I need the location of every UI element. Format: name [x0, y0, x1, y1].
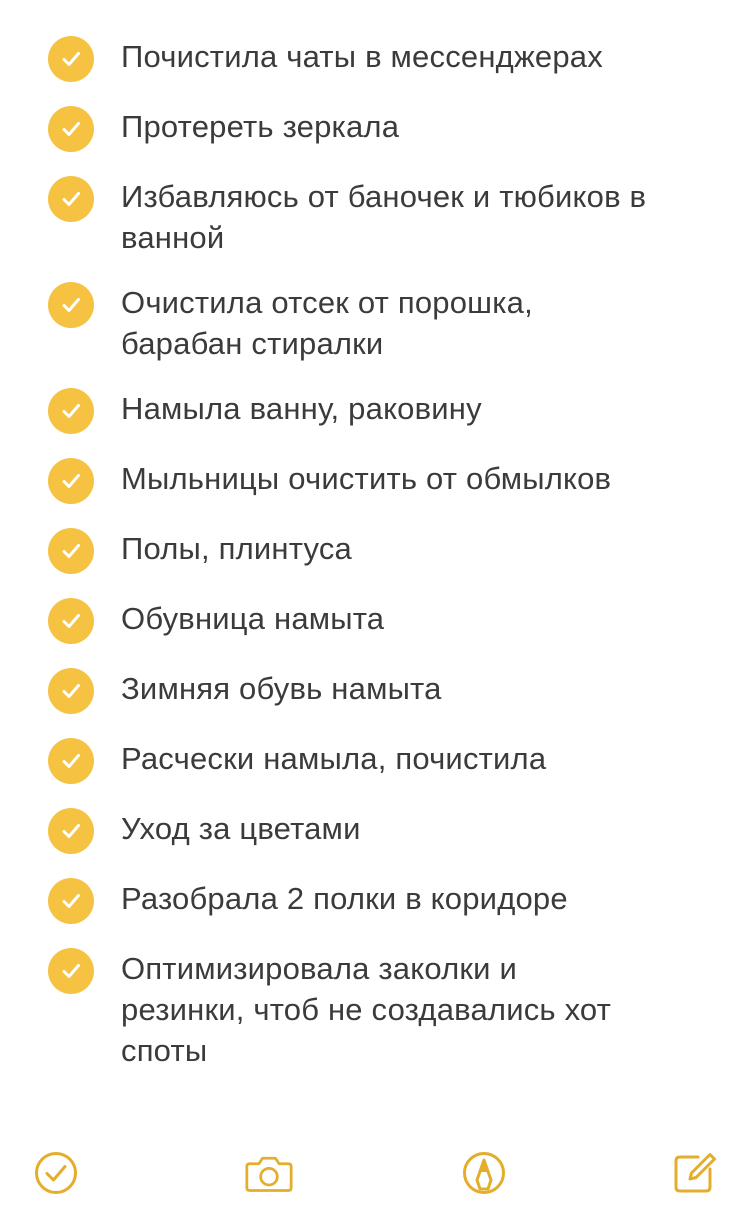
compose-icon[interactable]: [670, 1149, 718, 1197]
list-item: [0, 282, 750, 364]
checkmark-circle-icon[interactable]: [48, 106, 94, 152]
checkmark-circle-icon[interactable]: [48, 738, 94, 784]
checkmark-circle-icon[interactable]: [48, 388, 94, 434]
list-item: [0, 458, 750, 504]
list-item: [0, 176, 750, 258]
item-text[interactable]: Почистила чаты в мессенджерах: [121, 39, 603, 74]
item-text[interactable]: Мыльницы очистить от обмылков: [121, 461, 612, 496]
list-item: [0, 106, 750, 152]
list-item: [0, 528, 750, 574]
checkmark-circle-icon[interactable]: [48, 36, 94, 82]
item-text[interactable]: Обувница намыта: [121, 601, 385, 636]
checkmark-circle-icon[interactable]: [48, 668, 94, 714]
checkmark-circle-icon[interactable]: [48, 282, 94, 328]
item-text[interactable]: Избавляюсь от баночек и тюбиков в ванной: [121, 179, 647, 255]
list-item: [0, 878, 750, 924]
list-item: [0, 668, 750, 714]
item-text[interactable]: Зимняя обувь намыта: [121, 671, 442, 706]
checkmark-circle-icon[interactable]: [48, 808, 94, 854]
item-text[interactable]: Уход за цветами: [121, 811, 361, 846]
list-item: [0, 738, 750, 784]
checkmark-circle-icon[interactable]: [48, 598, 94, 644]
list-item: [0, 808, 750, 854]
checkmark-circle-icon[interactable]: [48, 878, 94, 924]
item-text[interactable]: Полы, плинтуса: [121, 531, 352, 566]
list-item: [0, 948, 750, 1071]
item-text[interactable]: Протереть зеркала: [121, 109, 400, 144]
checklist: [0, 36, 750, 1095]
checkmark-circle-icon[interactable]: [48, 948, 94, 994]
list-item: [0, 36, 750, 82]
bottom-toolbar: [0, 1147, 750, 1227]
checkmark-circle-icon[interactable]: [48, 176, 94, 222]
markup-pen-icon[interactable]: [460, 1149, 508, 1197]
checklist-icon[interactable]: [32, 1149, 80, 1197]
list-item: [0, 598, 750, 644]
camera-icon[interactable]: [245, 1149, 293, 1197]
checkmark-circle-icon[interactable]: [48, 528, 94, 574]
item-text[interactable]: Разобрала 2 полки в коридоре: [121, 881, 568, 916]
checkmark-circle-icon[interactable]: [48, 458, 94, 504]
item-text[interactable]: Очистила отсек от порошка, барабан стиралки: [121, 285, 533, 361]
list-item: [0, 388, 750, 434]
item-text[interactable]: Расчески намыла, почистила: [121, 741, 547, 776]
item-text[interactable]: Намыла ванну, раковину: [121, 391, 482, 426]
item-text[interactable]: Оптимизировала заколки и резинки, чтоб не создавались хот споты: [121, 951, 612, 1068]
